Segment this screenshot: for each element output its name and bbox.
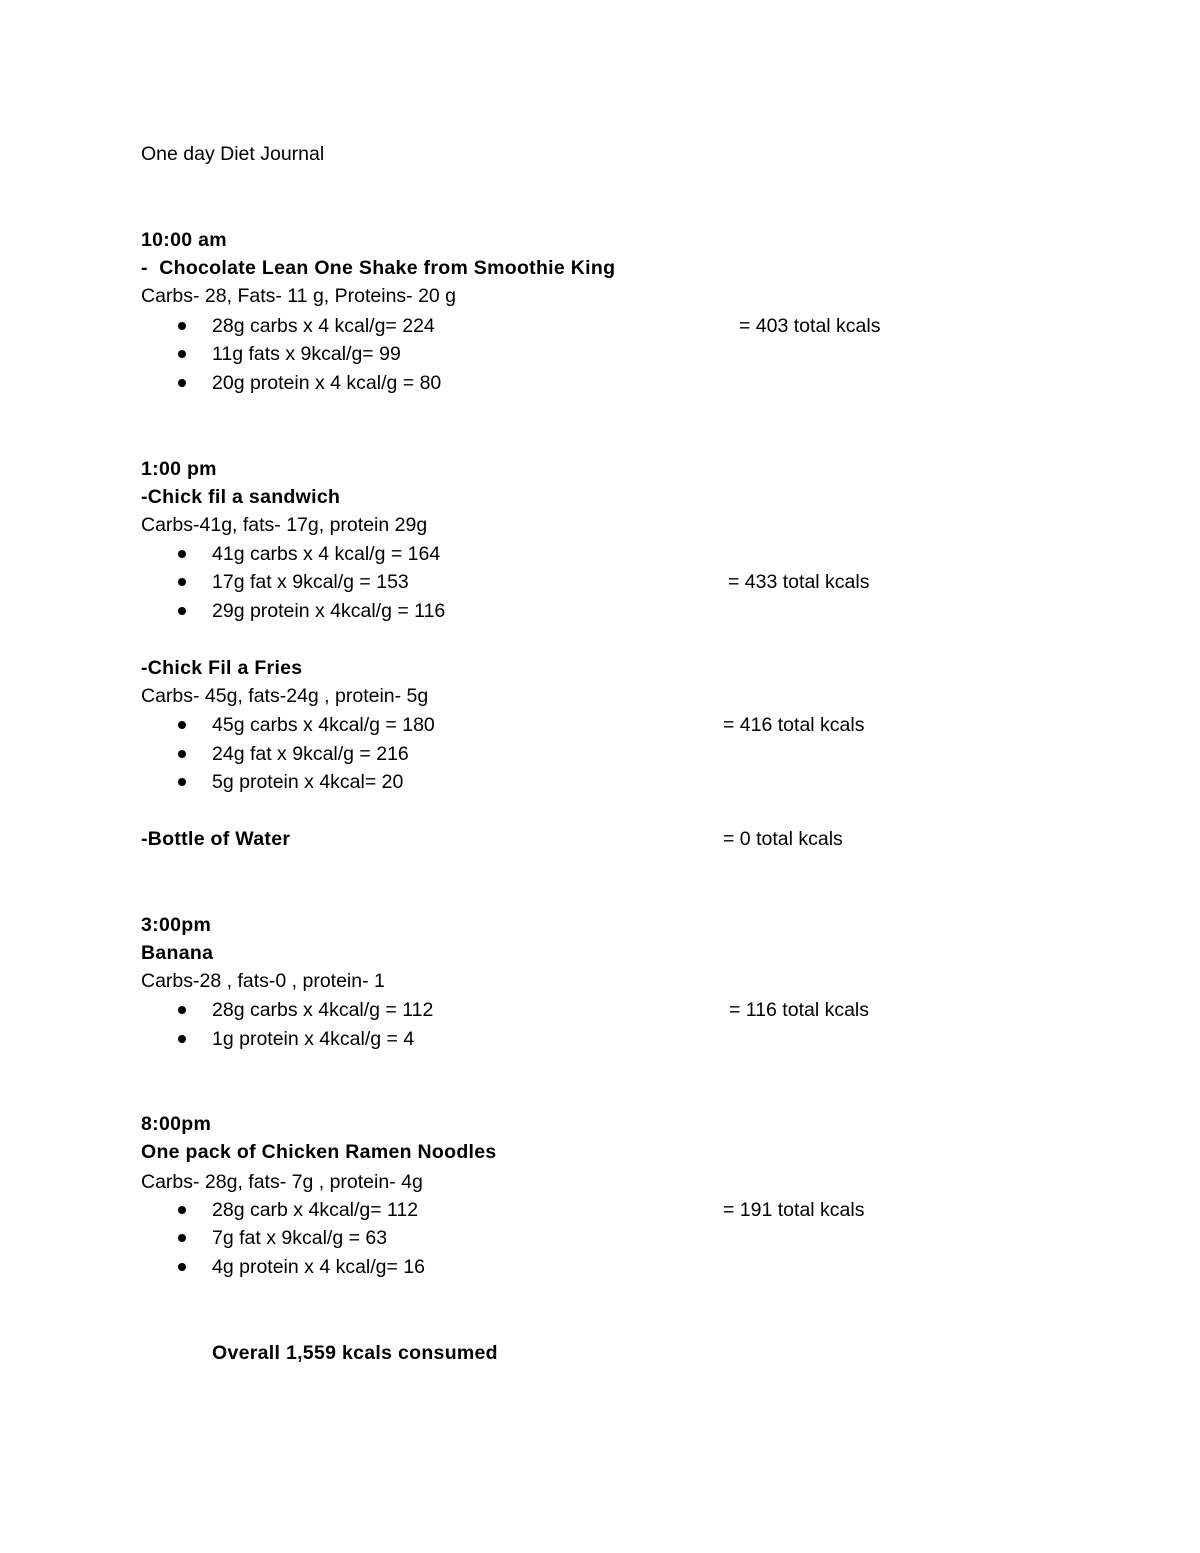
food-item-name: - Chocolate Lean One Shake from Smoothie King [141, 257, 616, 279]
calc-line: 5g protein x 4kcal= 20 [212, 771, 404, 793]
calc-line: 1g protein x 4kcal/g = 4 [212, 1028, 415, 1050]
calc-line: 41g carbs x 4 kcal/g = 164 [212, 543, 441, 565]
item-total: = 116 total kcals [729, 999, 870, 1021]
bullet-icon [178, 379, 186, 387]
calc-line: 20g protein x 4 kcal/g = 80 [212, 372, 442, 394]
meal-time: 8:00pm [141, 1113, 212, 1135]
bullet-icon [178, 350, 186, 358]
calc-line: 45g carbs x 4kcal/g = 180 [212, 714, 435, 736]
macros-line: Carbs-41g, fats- 17g, protein 29g [141, 514, 428, 536]
overall-total: Overall 1,559 kcals consumed [212, 1342, 498, 1364]
bullet-icon [178, 750, 186, 758]
calc-line: 17g fat x 9kcal/g = 153 [212, 571, 409, 593]
bullet-icon [178, 1035, 186, 1043]
calc-line: 28g carbs x 4kcal/g = 112 [212, 999, 434, 1021]
calc-line: 29g protein x 4kcal/g = 116 [212, 600, 446, 622]
bullet-icon [178, 1006, 186, 1014]
meal-time: 1:00 pm [141, 458, 217, 480]
macros-line: Carbs- 45g, fats-24g , protein- 5g [141, 685, 429, 707]
bullet-icon [178, 1206, 186, 1214]
item-total: = 403 total kcals [739, 315, 881, 337]
meal-time: 3:00pm [141, 914, 212, 936]
calc-line: 7g fat x 9kcal/g = 63 [212, 1227, 388, 1249]
macros-line: Carbs-28 , fats-0 , protein- 1 [141, 970, 385, 992]
calc-line: 4g protein x 4 kcal/g= 16 [212, 1256, 426, 1278]
item-total: = 433 total kcals [728, 571, 870, 593]
calc-line: 11g fats x 9kcal/g= 99 [212, 343, 401, 365]
calc-line: 24g fat x 9kcal/g = 216 [212, 743, 409, 765]
meal-time: 10:00 am [141, 229, 227, 251]
document-title: One day Diet Journal [141, 143, 325, 165]
bullet-icon [178, 778, 186, 786]
item-total: = 416 total kcals [723, 714, 865, 736]
food-item-name: Banana [141, 942, 214, 964]
bullet-icon [178, 550, 186, 558]
food-item-name: -Chick Fil a Fries [141, 657, 303, 679]
macros-line: Carbs- 28g, fats- 7g , protein- 4g [141, 1171, 423, 1193]
macros-line: Carbs- 28, Fats- 11 g, Proteins- 20 g [141, 285, 457, 307]
bullet-icon [178, 1263, 186, 1271]
calc-line: 28g carbs x 4 kcal/g= 224 [212, 315, 435, 337]
bullet-icon [178, 607, 186, 615]
item-total: = 191 total kcals [723, 1199, 865, 1221]
food-item-name: One pack of Chicken Ramen Noodles [141, 1141, 497, 1163]
calc-line: 28g carb x 4kcal/g= 112 [212, 1199, 419, 1221]
bullet-icon [178, 721, 186, 729]
bullet-icon [178, 578, 186, 586]
bullet-icon [178, 1234, 186, 1242]
food-item-name: -Bottle of Water [141, 828, 291, 850]
item-total: = 0 total kcals [723, 828, 843, 850]
food-item-name: -Chick fil a sandwich [141, 486, 341, 508]
bullet-icon [178, 322, 186, 330]
